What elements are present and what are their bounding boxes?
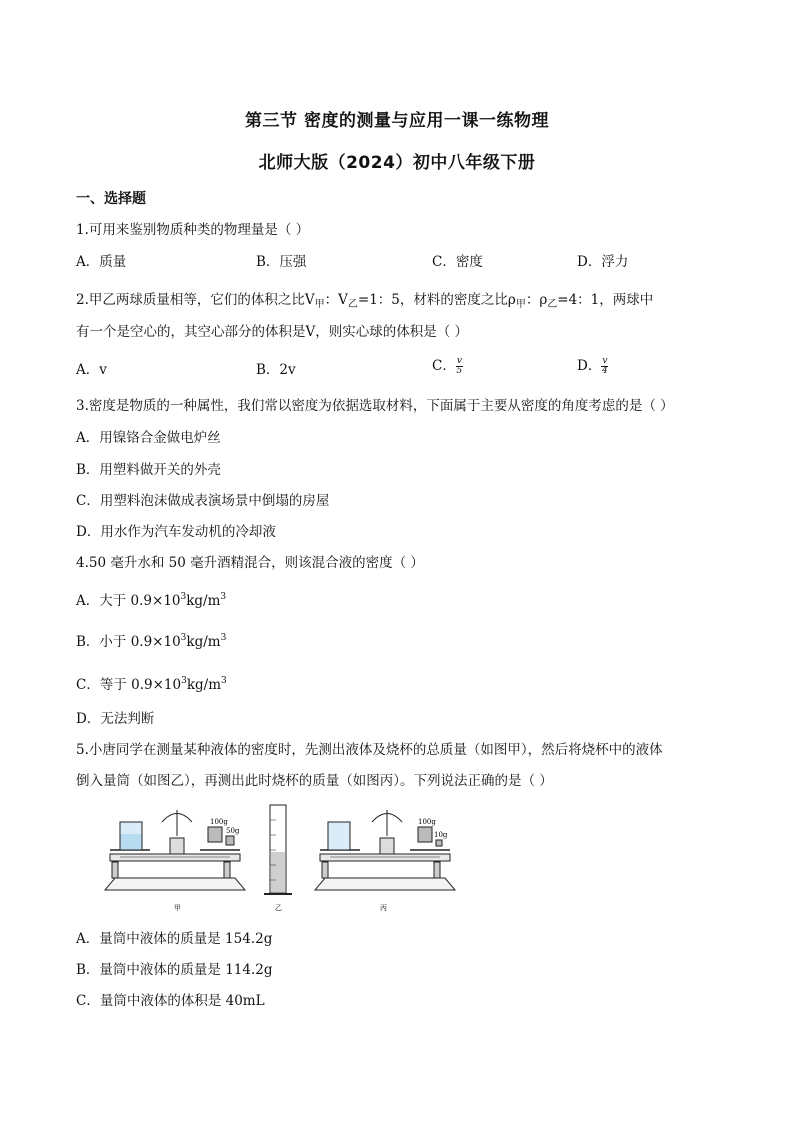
question-5-option-b: B．量筒中液体的质量是 114.2g — [76, 962, 273, 978]
question-2-option-a: A．v — [76, 362, 107, 378]
question-4-option-d: D．无法判断 — [76, 711, 155, 727]
question-1-stem: 1.可用来鉴别物质种类的物理量是（ ） — [76, 222, 310, 238]
question-4-stem: 4.50 毫升水和 50 毫升酒精混合，则该混合液的密度（ ） — [76, 555, 424, 571]
question-4-option-c: C．等于 $0.9\times 10^3kg/m^3$ — [76, 676, 227, 693]
question-1-option-c: C．密度 — [432, 254, 483, 270]
figure-label-bing: 丙 — [380, 904, 387, 912]
question-3-option-c: C．用塑料泡沫做成表演场景中倒塌的房屋 — [76, 493, 330, 509]
question-2-stem-line1: 2.甲乙两球质量相等，它们的体积之比$V_甲$：$V_乙=1$：5，材料的密度之比$\rho_甲$：$\rho_乙=4$：1，两球中 — [76, 292, 654, 310]
figure-label-yi: 乙 — [275, 904, 282, 912]
question-3-option-a: A．用镍铬合金做电炉丝 — [76, 430, 221, 446]
weight-label-50g: 50g — [226, 827, 240, 835]
question-2-stem-line2: 有一个是空心的，其空心部分的体积是V，则实心球的体积是（ ） — [76, 324, 469, 340]
question-1-option-d: D．浮力 — [577, 254, 629, 270]
question-2-option-b: B．2v — [256, 362, 296, 378]
question-5-stem-line2: 倒入量筒（如图乙），再测出此时烧杯的质量（如图丙）。下列说法正确的是（ ） — [76, 773, 553, 789]
page-subtitle: 北师大版（2024）初中八年级下册 — [258, 153, 536, 173]
question-4-option-a: A．大于 $0.9\times 10^3kg/m^3$ — [76, 592, 227, 609]
question-5-option-c: C．量筒中液体的体积是 40mL — [76, 993, 265, 1009]
weight-label-100g-jia: 100g — [210, 818, 228, 826]
question-3-stem: 3.密度是物质的一种属性，我们常以密度为依据选取材料，下面属于主要从密度的角度考虑的是（ ） — [76, 398, 674, 414]
question-1-option-a: A．质量 — [76, 254, 127, 270]
weight-label-100g-bing: 100g — [418, 818, 436, 826]
question-1-option-b: B．压强 — [256, 254, 307, 270]
measuring-cylinder-illustration — [264, 805, 292, 894]
question-2-option-c: C． $\frac{v}{5}$ — [432, 356, 463, 376]
section-heading: 一、选择题 — [76, 191, 146, 207]
question-5-stem-line1: 5.小唐同学在测量某种液体的密度时，先测出液体及烧杯的总质量（如图甲），然后将烧杯中的液体 — [76, 742, 663, 758]
question-2-option-d: D． $\frac{v}{4}$ — [577, 356, 608, 376]
question-3-option-b: B．用塑料做开关的外壳 — [76, 462, 221, 478]
page-title: 第三节 密度的测量与应用一课一练物理 — [245, 111, 549, 131]
question-5-option-a: A．量筒中液体的质量是 154.2g — [76, 931, 273, 947]
question-3-option-d: D．用水作为汽车发动机的冷却液 — [76, 524, 276, 540]
weight-label-10g: 10g — [434, 831, 448, 839]
balance-experiment-figure — [100, 800, 470, 915]
figure-label-jia: 甲 — [174, 904, 181, 912]
question-4-option-b: B．小于 $0.9\times 10^3kg/m^3$ — [76, 633, 227, 650]
